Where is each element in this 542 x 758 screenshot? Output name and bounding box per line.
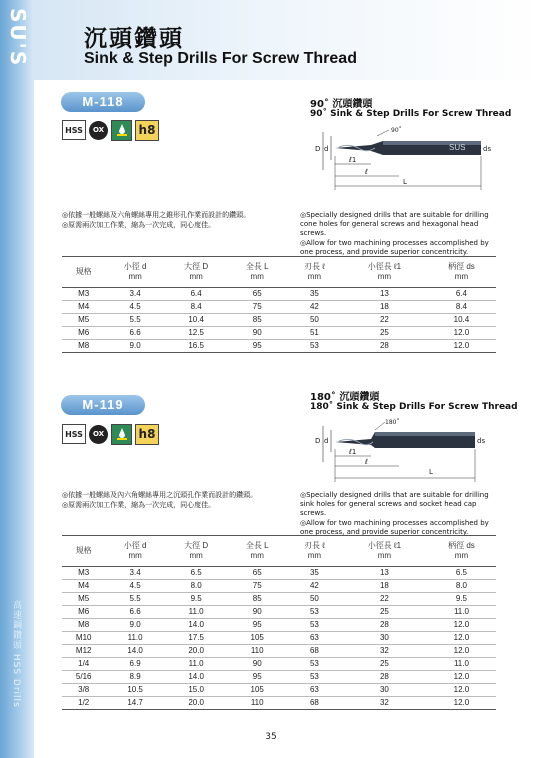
drill-brand-mark: SUS [449, 143, 466, 152]
table-cell: 14.7 [105, 697, 164, 710]
spec-table-m118 [62, 256, 496, 353]
desc-zh-line: ◎原需兩次加工作業，縮為一次完成，同心度佳。 [62, 501, 216, 509]
brand-logo: SU'S [6, 8, 30, 68]
table-cell: 95 [227, 671, 286, 684]
table-header-cell: 刃長 ℓ mm [287, 536, 342, 567]
diagram-subtitle-m118: 90˚ Sink & Step Drills For Screw Thread [310, 109, 512, 119]
table-cell: 9.0 [105, 340, 164, 353]
table-header-cell: 規格 [62, 536, 105, 567]
drill-diagram-m118 [305, 120, 501, 205]
table-cell: 75 [227, 301, 286, 314]
table-cell: 3/8 [62, 684, 105, 697]
table-cell: 51 [287, 327, 342, 340]
description-zh-m118 [62, 211, 282, 231]
table-cell: 11.0 [427, 658, 496, 671]
page-title-en: Sink & Step Drills For Screw Thread [84, 50, 357, 67]
table-cell: 10.4 [427, 314, 496, 327]
table-header-cell: 大徑 D mm [165, 536, 228, 567]
dim-d-label: d [324, 437, 329, 445]
table-cell: 12.0 [427, 327, 496, 340]
table-cell: 10.5 [105, 684, 164, 697]
table-cell: M12 [62, 645, 105, 658]
page-number: 35 [265, 732, 277, 742]
diagram-title-m119: 180˚ 沉頭鑽頭 [310, 392, 380, 403]
description-zh-m119 [62, 491, 282, 511]
table-cell: 6.5 [165, 567, 228, 580]
table-header-cell: 小徑長 ℓ1 mm [342, 257, 427, 288]
table-row [62, 684, 496, 697]
dim-L-label: L [403, 178, 407, 186]
table-cell: 18 [342, 301, 427, 314]
dim-l-label: ℓ [365, 458, 368, 466]
feature-icons-m118 [62, 119, 159, 141]
feature-icons-m119 [62, 423, 159, 445]
table-row [62, 697, 496, 710]
dim-ds-label: ds [483, 145, 492, 153]
model-badge-m118: M-118 [61, 92, 145, 112]
diagram-title-m118: 90˚ 沉頭鑽頭 [310, 99, 373, 110]
table-cell: 11.0 [105, 632, 164, 645]
side-banner [0, 0, 34, 758]
table-cell: 22 [342, 593, 427, 606]
table-cell: 105 [227, 632, 286, 645]
table-cell: M6 [62, 327, 105, 340]
table-cell: 1/4 [62, 658, 105, 671]
table-header-cell: 柄徑 ds mm [427, 257, 496, 288]
table-cell: 20.0 [165, 697, 228, 710]
hss-icon: HSS [62, 120, 86, 140]
angle-label: 180˚ [385, 419, 400, 426]
coolant-icon [111, 424, 132, 445]
table-row [62, 658, 496, 671]
table-cell: 4.5 [105, 301, 164, 314]
diagram-subtitle-m119: 180˚ Sink & Step Drills For Screw Thread [310, 402, 518, 412]
table-cell: 50 [287, 593, 342, 606]
table-row [62, 593, 496, 606]
hss-icon: HSS [62, 424, 86, 444]
table-cell: 5/16 [62, 671, 105, 684]
table-cell: 50 [287, 314, 342, 327]
table-cell: 110 [227, 645, 286, 658]
table-cell: 42 [287, 580, 342, 593]
table-cell: M5 [62, 314, 105, 327]
table-header-cell: 全長 L mm [227, 257, 286, 288]
table-cell: M8 [62, 619, 105, 632]
table-cell: 17.5 [165, 632, 228, 645]
table-cell: 10.4 [165, 314, 228, 327]
table-cell: 6.4 [427, 288, 496, 301]
table-cell: 53 [287, 671, 342, 684]
table-cell: M6 [62, 606, 105, 619]
table-row [62, 606, 496, 619]
table-row [62, 567, 496, 580]
page-title-zh: 沉頭鑽頭 [84, 25, 184, 52]
table-cell: 13 [342, 567, 427, 580]
table-cell: 6.6 [105, 606, 164, 619]
table-cell: 9.0 [105, 619, 164, 632]
table-cell: 12.0 [427, 645, 496, 658]
table-cell: 90 [227, 606, 286, 619]
dim-D-label: D [315, 437, 321, 445]
table-cell: 95 [227, 340, 286, 353]
table-cell: 18 [342, 580, 427, 593]
spec-table-m119 [62, 535, 496, 710]
desc-zh-line: ◎依據一般螺絲及內六角螺絲專用之沉頭孔作業而設計的鑽頭。 [62, 491, 258, 499]
ox-coating-icon: OX [89, 425, 108, 444]
dim-ds-label: ds [477, 437, 486, 445]
table-cell: 3.4 [105, 288, 164, 301]
table-header-cell: 規格 [62, 257, 105, 288]
table-cell: 85 [227, 593, 286, 606]
table-cell: 11.0 [165, 658, 228, 671]
table-cell: M8 [62, 340, 105, 353]
table-cell: 30 [342, 684, 427, 697]
table-header-cell: 大徑 D mm [165, 257, 228, 288]
table-cell: 16.5 [165, 340, 228, 353]
table-cell: 28 [342, 619, 427, 632]
table-cell: M5 [62, 593, 105, 606]
table-row [62, 645, 496, 658]
table-cell: 14.0 [105, 645, 164, 658]
table-cell: 25 [342, 658, 427, 671]
dim-l1-label: ℓ1 [349, 448, 357, 456]
table-header-cell: 小徑長 ℓ1 mm [342, 536, 427, 567]
desc-en-line: ◎Specially designed drills that are suitable for drilling cone holes for general screws and hexagonal head screws. [300, 211, 489, 237]
table-cell: 8.4 [427, 301, 496, 314]
table-cell: 63 [287, 684, 342, 697]
table-header-row [62, 257, 496, 288]
dim-L-label: L [429, 468, 433, 476]
table-cell: 35 [287, 567, 342, 580]
table-row [62, 619, 496, 632]
table-cell: 53 [287, 340, 342, 353]
table-cell: 9.5 [427, 593, 496, 606]
table-header-cell: 小徑 d mm [105, 257, 164, 288]
table-cell: 13 [342, 288, 427, 301]
description-en-m119 [300, 491, 500, 538]
table-row [62, 301, 496, 314]
table-cell: 14.0 [165, 671, 228, 684]
table-cell: 12.0 [427, 340, 496, 353]
table-row [62, 327, 496, 340]
table-cell: 6.5 [427, 567, 496, 580]
table-row [62, 288, 496, 301]
coolant-icon [111, 120, 132, 141]
table-cell: 68 [287, 645, 342, 658]
table-cell: 25 [342, 606, 427, 619]
table-cell: 53 [287, 606, 342, 619]
table-cell: 105 [227, 684, 286, 697]
table-cell: 8.0 [427, 580, 496, 593]
table-cell: 11.0 [165, 606, 228, 619]
table-cell: 32 [342, 645, 427, 658]
dim-l-label: ℓ [365, 168, 368, 176]
table-cell: 8.4 [165, 301, 228, 314]
desc-en-line: ◎Specially designed drills that are suitable for drilling sink holes for general screws and socket head cap screws. [300, 491, 489, 517]
table-cell: 42 [287, 301, 342, 314]
table-cell: 12.0 [427, 671, 496, 684]
table-row [62, 632, 496, 645]
table-cell: M3 [62, 288, 105, 301]
side-category-label: 高速鋼鑽頭 HSS Drills [11, 600, 21, 708]
table-cell: 12.0 [427, 684, 496, 697]
table-cell: 95 [227, 619, 286, 632]
dim-d-label: d [324, 145, 329, 153]
desc-en-line: ◎Allow for two machining processes accomplished by one process, and provide superior concentricity. [300, 519, 489, 536]
table-cell: 12.0 [427, 619, 496, 632]
table-cell: 11.0 [427, 606, 496, 619]
table-cell: 85 [227, 314, 286, 327]
table-cell: 28 [342, 671, 427, 684]
table-row [62, 340, 496, 353]
table-cell: 65 [227, 567, 286, 580]
desc-en-line: ◎Allow for two machining processes accomplished by one process, and provide superior concentricity. [300, 239, 489, 256]
table-cell: 25 [342, 327, 427, 340]
table-cell: 53 [287, 619, 342, 632]
table-cell: 90 [227, 658, 286, 671]
table-row [62, 314, 496, 327]
table-cell: 110 [227, 697, 286, 710]
tolerance-h8-icon: h8 [135, 424, 159, 445]
model-badge-m119: M-119 [61, 395, 145, 415]
table-cell: 5.5 [105, 593, 164, 606]
table-cell: 28 [342, 340, 427, 353]
table-cell: M4 [62, 301, 105, 314]
table-cell: 1/2 [62, 697, 105, 710]
desc-zh-line: ◎依據一般螺絲及六角螺絲專用之錐形孔作業而設計的鑽頭。 [62, 211, 251, 219]
table-cell: 20.0 [165, 645, 228, 658]
table-cell: 3.4 [105, 567, 164, 580]
table-cell: 32 [342, 697, 427, 710]
table-cell: 12.5 [165, 327, 228, 340]
table-cell: 35 [287, 288, 342, 301]
table-cell: 75 [227, 580, 286, 593]
table-cell: 12.0 [427, 697, 496, 710]
table-cell: 4.5 [105, 580, 164, 593]
table-cell: 68 [287, 697, 342, 710]
table-header-cell: 全長 L mm [227, 536, 286, 567]
table-cell: 8.0 [165, 580, 228, 593]
table-cell: 65 [227, 288, 286, 301]
table-cell: 53 [287, 658, 342, 671]
table-row [62, 580, 496, 593]
drill-diagram-m119 [305, 412, 501, 497]
table-row [62, 671, 496, 684]
table-cell: 30 [342, 632, 427, 645]
table-cell: M3 [62, 567, 105, 580]
table-cell: 12.0 [427, 632, 496, 645]
table-cell: M10 [62, 632, 105, 645]
table-cell: 5.5 [105, 314, 164, 327]
table-cell: 22 [342, 314, 427, 327]
desc-zh-line: ◎原需兩次加工作業，縮為一次完成，同心度佳。 [62, 221, 216, 229]
table-cell: 6.6 [105, 327, 164, 340]
ox-coating-icon: OX [89, 121, 108, 140]
table-cell: 90 [227, 327, 286, 340]
table-header-cell: 小徑 d mm [105, 536, 164, 567]
table-header-cell: 柄徑 ds mm [427, 536, 496, 567]
angle-label: 90˚ [391, 127, 402, 134]
table-header-cell: 刃長 ℓ mm [287, 257, 342, 288]
table-cell: 63 [287, 632, 342, 645]
dim-l1-label: ℓ1 [349, 156, 357, 164]
tolerance-h8-icon: h8 [135, 120, 159, 141]
dim-D-label: D [315, 145, 321, 153]
table-cell: 14.0 [165, 619, 228, 632]
table-cell: 15.0 [165, 684, 228, 697]
table-cell: 9.5 [165, 593, 228, 606]
table-cell: 6.9 [105, 658, 164, 671]
table-header-row [62, 536, 496, 567]
table-cell: 8.9 [105, 671, 164, 684]
table-cell: M4 [62, 580, 105, 593]
table-cell: 6.4 [165, 288, 228, 301]
description-en-m118 [300, 211, 500, 258]
